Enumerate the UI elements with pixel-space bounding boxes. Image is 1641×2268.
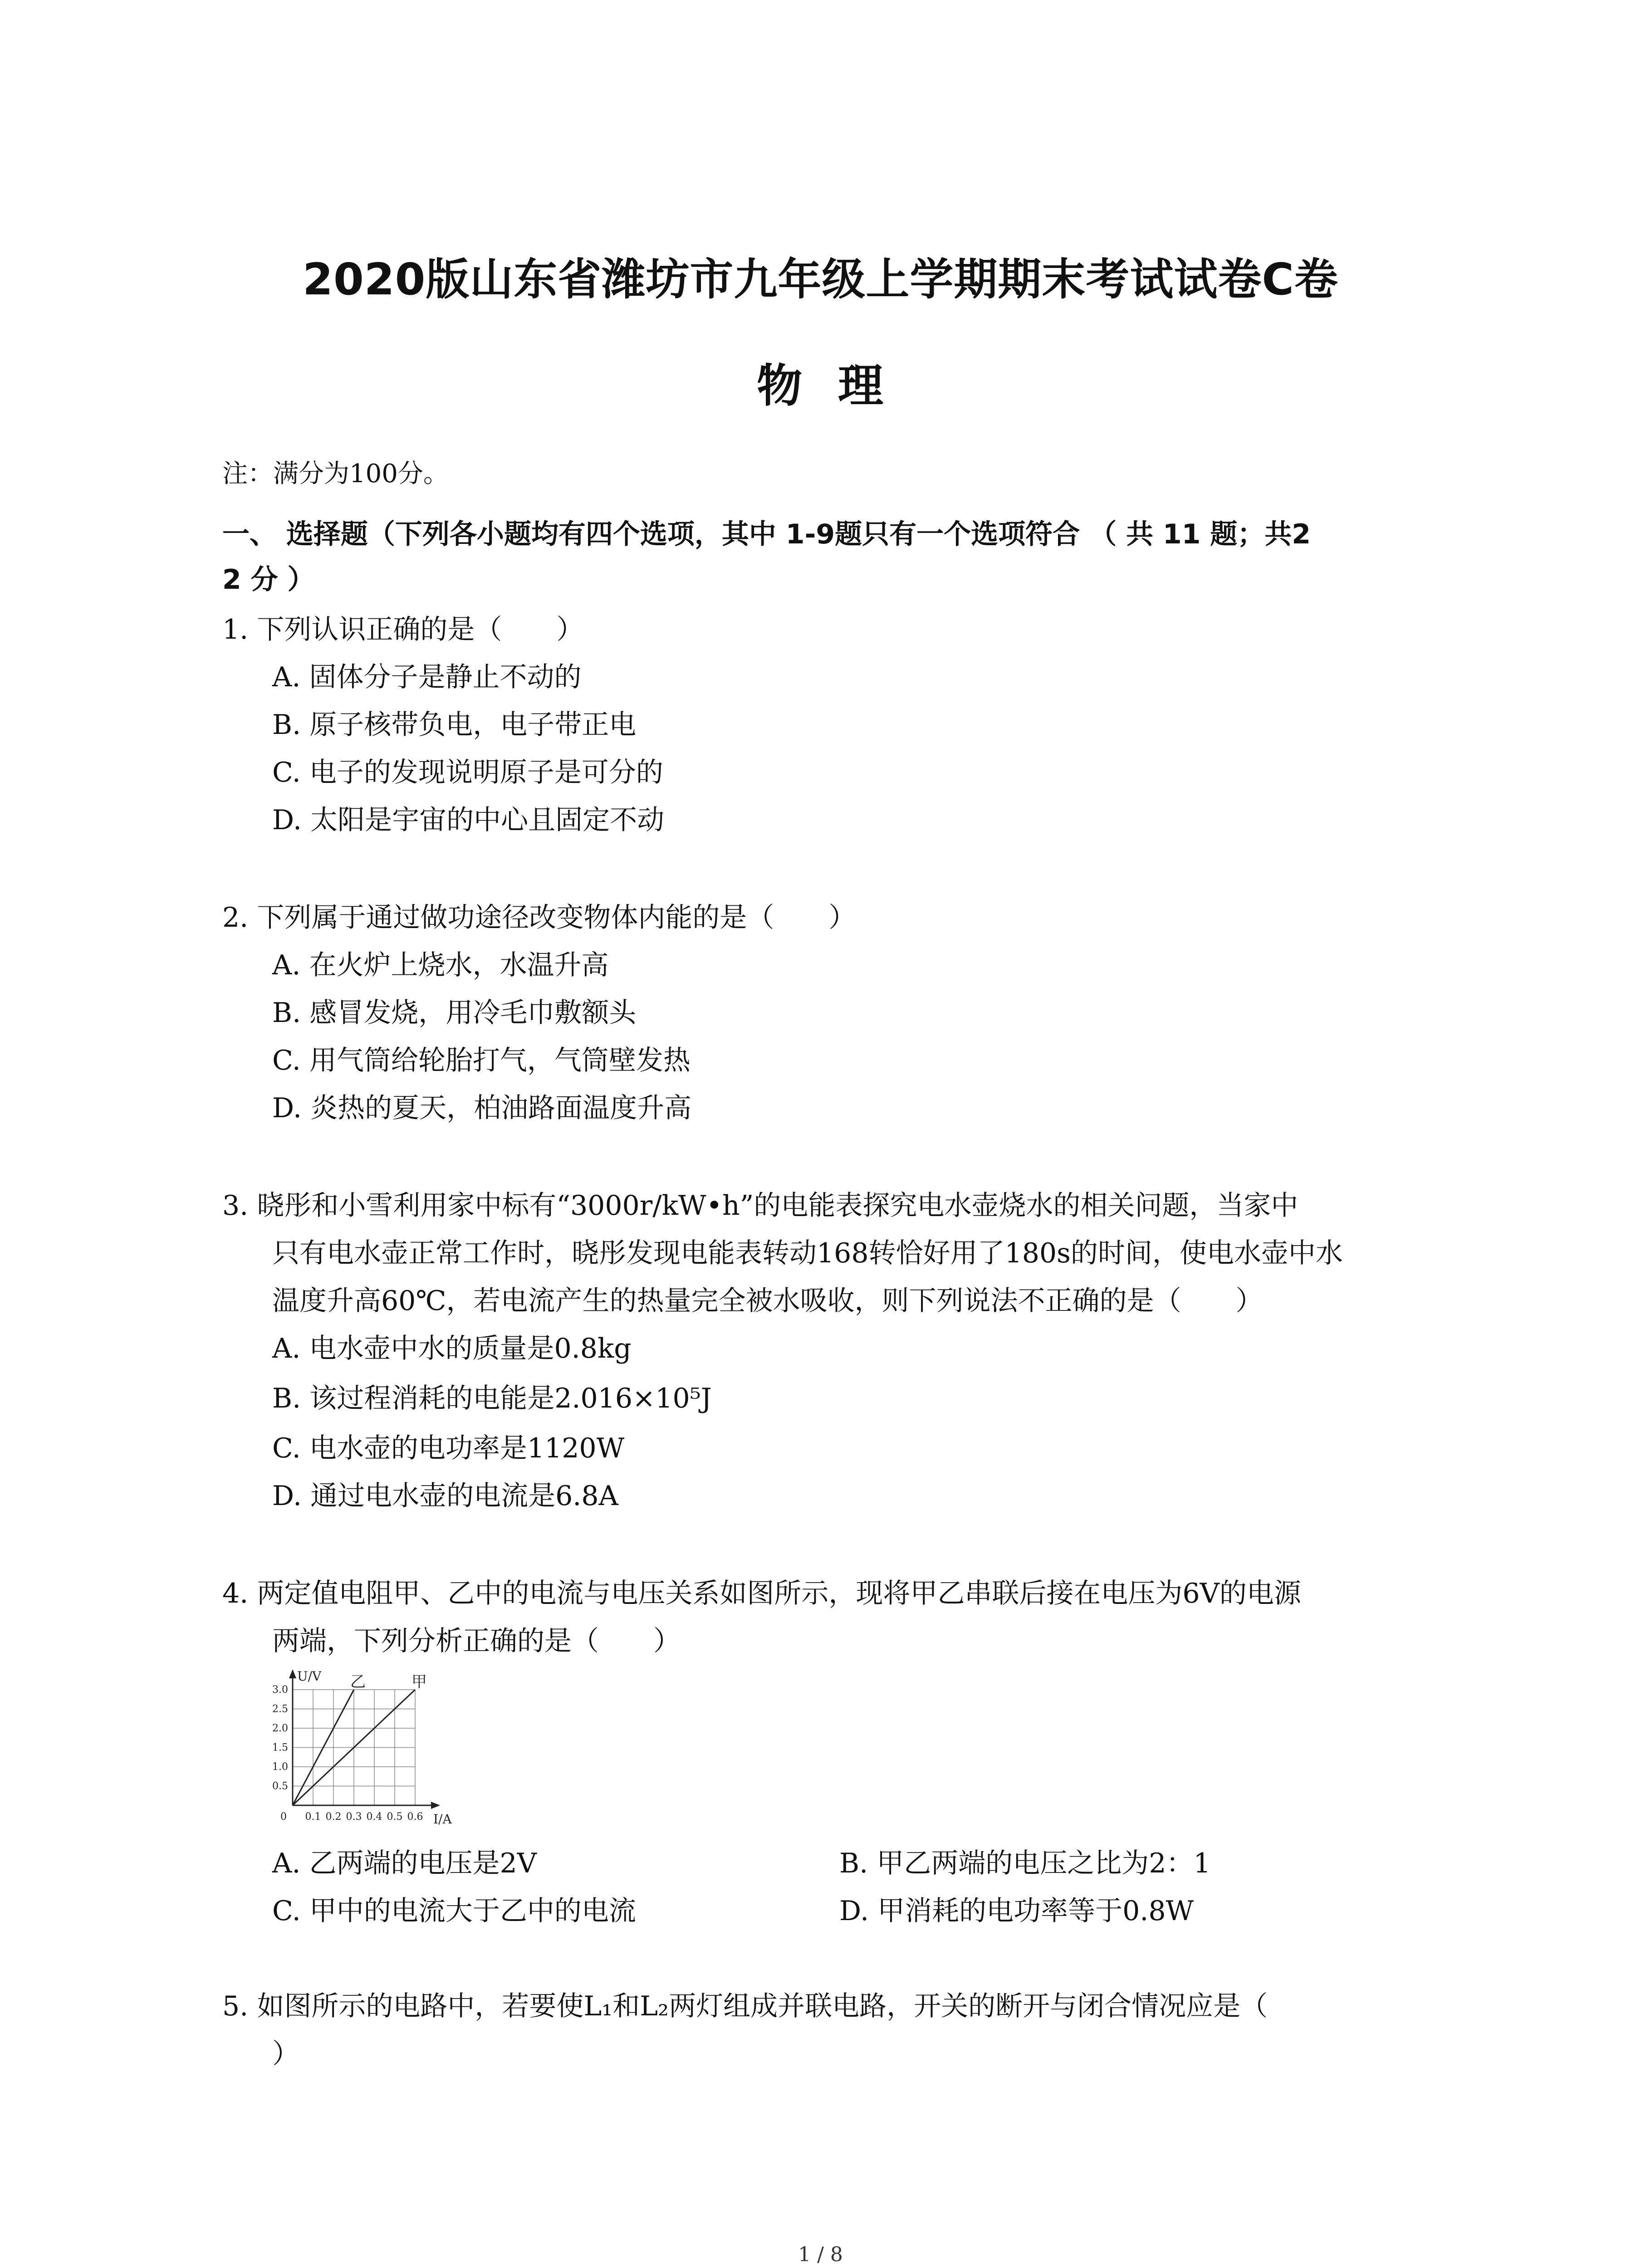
question-2-stem: 2. 下列属于通过做功途径改变物体内能的是（ ） [222,902,856,934]
question-3-option-a: A. 电水壶中水的质量是0.8kg [272,1333,632,1364]
y-tick-label: 3.0 [272,1684,288,1696]
x-tick-label: 0.6 [407,1811,423,1823]
question-2-option-a: A. 在火炉上烧水，水温升高 [272,949,609,981]
y-tick-label: 2.0 [272,1723,288,1734]
origin-label: 0 [280,1811,287,1823]
y-tick-label: 1.5 [272,1742,288,1754]
question-4-option-b: B. 甲乙两端的电压之比为2：1 [839,1848,1211,1879]
question-2-option-c: C. 用气筒给轮胎打气，气筒壁发热 [272,1045,691,1076]
x-axis-label: I/A [433,1812,452,1827]
x-tick-label: 0.4 [366,1811,382,1823]
question-4-stem-line-2: 两端，下列分析正确的是（ ） [272,1625,681,1657]
question-3-stem-line-3: 温度升高60℃，若电流产生的热量完全被水吸收，则下列说法不正确的是（ ） [272,1285,1263,1317]
question-5-stem-line-1: 5. 如图所示的电路中，若要使L₁和L₂两灯组成并联电路，开关的断开与闭合情况应是（ [222,1990,1268,2022]
question-1-option-c: C. 电子的发现说明原子是可分的 [272,757,663,788]
y-tick-label: 2.5 [272,1703,288,1715]
question-4-option-a: A. 乙两端的电压是2V [272,1848,537,1879]
y-tick-label: 0.5 [272,1780,288,1792]
question-3-option-d: D. 通过电水壶的电流是6.8A [272,1480,618,1512]
y-axis-arrow [289,1669,296,1678]
section-heading-line-2: 2 分 ） [222,564,315,596]
x-tick-label: 0.3 [346,1811,362,1823]
question-2-option-d: D. 炎热的夏天，柏油路面温度升高 [272,1092,692,1124]
x-axis-arrow [431,1802,440,1809]
question-4-option-c: C. 甲中的电流大于乙中的电流 [272,1895,636,1927]
section-heading-line-1: 一、 选择题（下列各小题均有四个选项，其中 1-9题只有一个选项符合 （ 共 11 题；共2 [222,518,1311,550]
y-axis-label: U/V [297,1669,322,1684]
subject-title: 物 理 [757,359,884,412]
question-1-option-a: A. 固体分子是静止不动的 [272,661,582,693]
question-3-option-c: C. 电水壶的电功率是1120W [272,1432,625,1464]
x-tick-label: 0.2 [325,1811,342,1823]
question-3-stem-line-1: 3. 晓彤和小雪利用家中标有“3000r/kW•h”的电能表探究电水壶烧水的相关问题，当家中 [222,1190,1298,1222]
x-tick-label: 0.1 [305,1811,321,1823]
question-4-stem-line-1: 4. 两定值电阻甲、乙中的电流与电压关系如图所示，现将甲乙串联后接在电压为6V的电源 [222,1578,1301,1609]
x-tick-label: 0.5 [387,1811,403,1823]
question-4-option-d: D. 甲消耗的电功率等于0.8W [839,1895,1194,1927]
question-1-stem: 1. 下列认识正确的是（ ） [222,614,584,645]
question-1-option-b: B. 原子核带负电，电子带正电 [272,709,637,741]
page-number: 1 / 8 [798,2243,843,2266]
ui-graph [261,1665,460,1833]
question-2-option-b: B. 感冒发烧，用冷毛巾敷额头 [272,997,637,1029]
question-3-stem-line-2: 只有电水壶正常工作时，晓彤发现电能表转动168转恰好用了180s的时间，使电水壶中水 [272,1237,1343,1269]
question-1-option-d: D. 太阳是宇宙的中心且固定不动 [272,804,665,836]
question-5-stem-line-2: ） [272,2038,299,2070]
y-tick-label: 1.0 [272,1761,288,1773]
question-3-option-b: B. 该过程消耗的电能是2.016×10⁵J [272,1383,712,1414]
series-label-2: 甲 [411,1673,427,1691]
score-note: 注：满分为100分。 [222,459,449,489]
page-title: 2020版山东省潍坊市九年级上学期期末考试试卷C卷 [303,254,1338,305]
series-label-1: 乙 [350,1673,366,1691]
